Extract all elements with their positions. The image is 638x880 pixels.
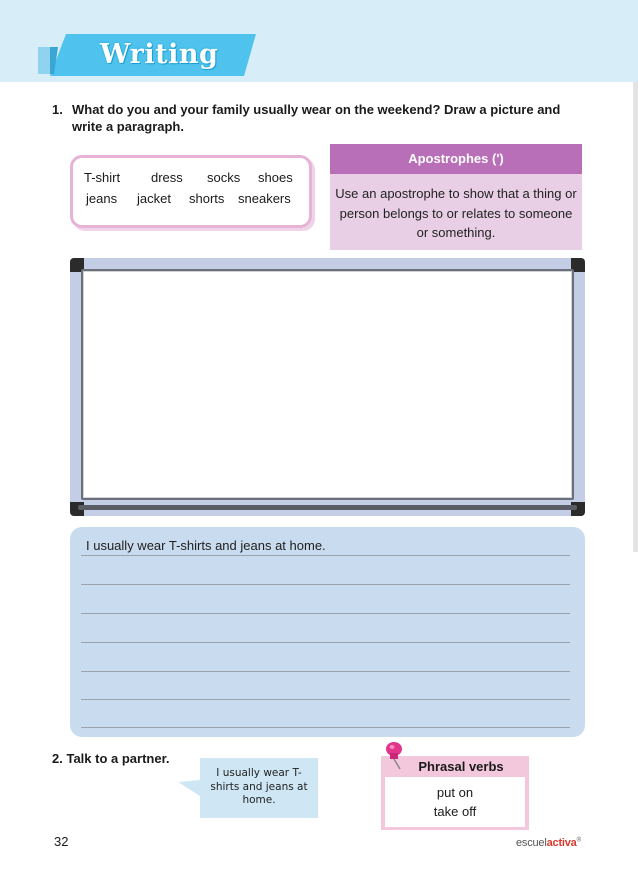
publisher-logo <box>516 837 581 849</box>
page-title: Writing <box>100 39 219 70</box>
writing-line[interactable] <box>81 584 570 585</box>
phrasal-verb-item: put on <box>436 785 474 800</box>
word-item: socks <box>207 170 241 185</box>
question-1-number: 1. <box>52 102 63 117</box>
word-item: T-shirt <box>84 170 121 185</box>
pushpin-icon <box>384 741 408 771</box>
apostrophes-title: Apostrophes (') <box>330 144 582 174</box>
writing-line[interactable] <box>81 699 570 700</box>
word-item: shoes <box>258 170 293 185</box>
question-2-text: Talk to a partner. <box>66 751 170 766</box>
writing-lines-panel <box>70 527 585 737</box>
brand-prefix: escuel <box>516 837 547 849</box>
word-item: shorts <box>189 191 225 206</box>
speech-bubble <box>178 758 318 818</box>
writing-line[interactable] <box>81 613 570 614</box>
phrasal-verbs-list <box>385 777 525 827</box>
phrasal-verb-item: take off <box>433 804 477 819</box>
question-1-text: What do you and your family usually wear on the weekend? Draw a picture and write a paragraph. <box>72 102 561 134</box>
word-item: jeans <box>86 191 118 206</box>
section-title-tag <box>38 34 256 76</box>
word-item: sneakers <box>238 191 291 206</box>
question-2-number: 2. <box>52 751 63 766</box>
writing-line[interactable] <box>81 671 570 672</box>
phrasal-verbs-title: Phrasal verbs <box>418 759 504 774</box>
apostrophes-body: Use an apostrophe to show that a thing or person belongs to or relates to someone or something. <box>335 186 577 240</box>
word-item: jacket <box>137 191 171 206</box>
writing-line[interactable] <box>81 555 570 556</box>
writing-line[interactable] <box>81 642 570 643</box>
brand-mark: ® <box>576 837 581 844</box>
word-bank <box>70 155 312 228</box>
brand-accent: activa <box>546 837 577 849</box>
word-item: dress <box>151 170 183 185</box>
drawing-area[interactable] <box>81 269 574 500</box>
question-2 <box>52 751 170 766</box>
writing-line[interactable] <box>81 727 570 728</box>
sample-sentence: I usually wear T-shirts and jeans at home. <box>86 538 326 553</box>
page-edge-tab <box>633 82 638 552</box>
apostrophes-tip-box <box>330 144 582 250</box>
drawing-board <box>70 258 585 516</box>
page-number: 32 <box>54 834 69 849</box>
board-shelf <box>78 505 577 510</box>
speech-bubble-text: I usually wear T-shirts and jeans at home. <box>210 767 308 806</box>
